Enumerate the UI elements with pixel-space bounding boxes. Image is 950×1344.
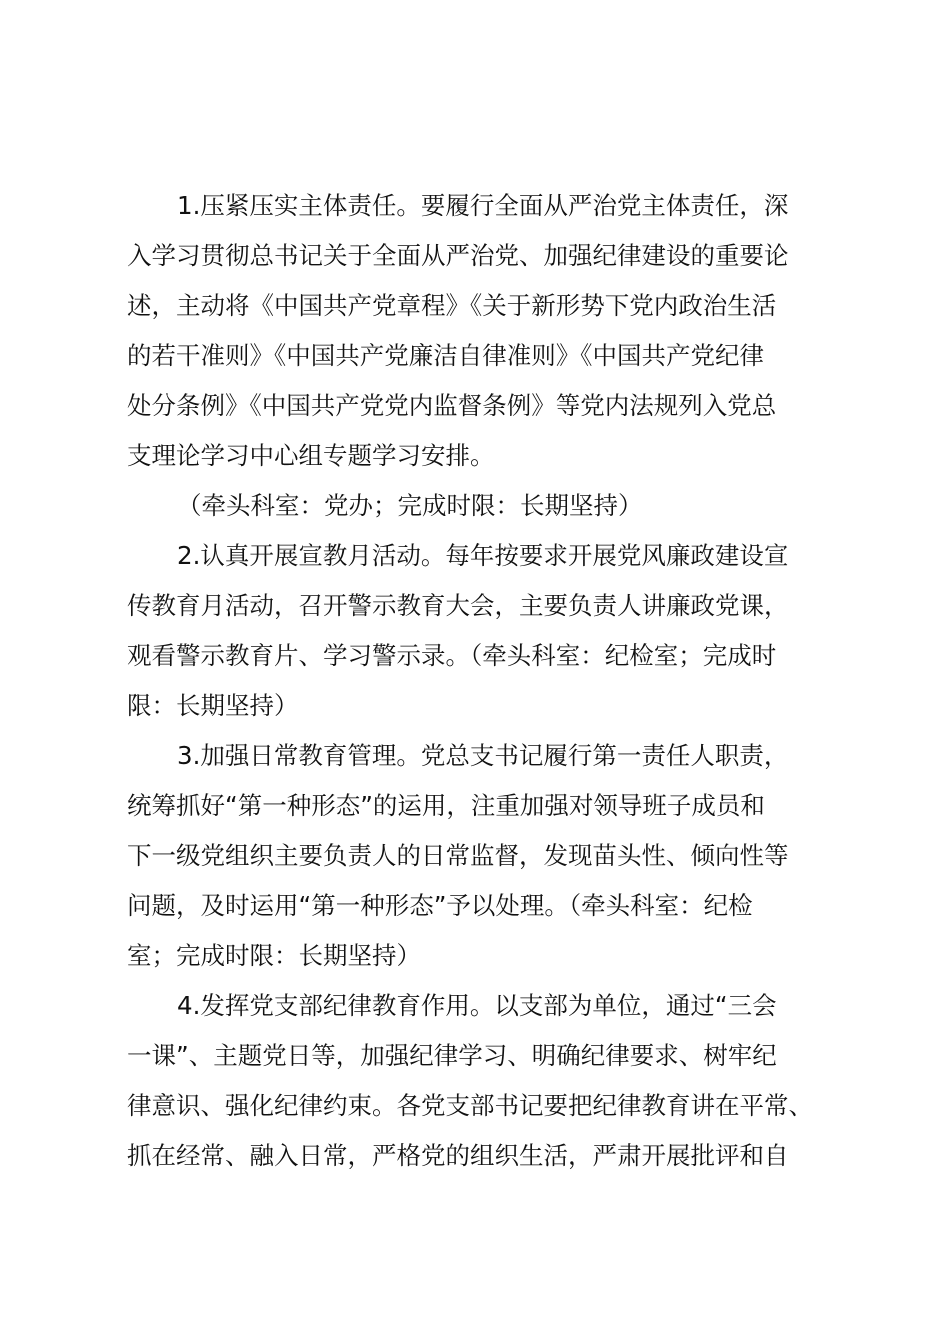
text-line: 律意识、强化纪律约束。各党支部书记要把纪律教育讲在平常、 xyxy=(127,1091,813,1120)
text-line: 限：长期坚持） xyxy=(127,691,299,720)
document-body xyxy=(127,181,837,1181)
text-line: 室；完成时限：长期坚持） xyxy=(127,941,421,970)
text-line: 统筹抓好“第一种形态”的运用，注重加强对领导班子成员和 xyxy=(127,791,765,820)
text-line: 2.认真开展宣教月活动。每年按要求开展党风廉政建设宣 xyxy=(177,541,789,570)
text-line: 1.压紧压实主体责任。要履行全面从严治党主体责任，深 xyxy=(177,191,789,220)
text-line: 的若干准则》《中国共产党廉洁自律准则》《中国共产党纪律 xyxy=(127,341,764,370)
text-line: 述，主动将《中国共产党章程》《关于新形势下党内政治生活 xyxy=(127,291,777,320)
text-line: 一课”、主题党日等，加强纪律学习、明确纪律要求、树牢纪 xyxy=(127,1041,777,1070)
text-line: 抓在经常、融入日常，严格党的组织生活，严肃开展批评和自 xyxy=(127,1141,789,1170)
paragraph-3 xyxy=(127,731,837,981)
text-line: 下一级党组织主要负责人的日常监督，发现苗头性、倾向性等 xyxy=(127,841,789,870)
text-line: 支理论学习中心组专题学习安排。 xyxy=(127,441,495,470)
paragraph-4 xyxy=(127,981,837,1181)
text-line: 处分条例》《中国共产党党内监督条例》等党内法规列入党总 xyxy=(127,391,777,420)
paragraph-1 xyxy=(127,181,837,481)
text-line: （牵头科室：党办；完成时限：长期坚持） xyxy=(177,491,643,520)
text-line: 问题，及时运用“第一种形态”予以处理。（牵头科室：纪检 xyxy=(127,891,753,920)
paragraph-2 xyxy=(127,531,837,731)
paragraph-1-responsibility xyxy=(127,481,837,531)
text-line: 4.发挥党支部纪律教育作用。以支部为单位，通过“三会 xyxy=(177,991,777,1020)
text-line: 传教育月活动，召开警示教育大会，主要负责人讲廉政党课， xyxy=(127,591,789,620)
text-line: 入学习贯彻总书记关于全面从严治党、加强纪律建设的重要论 xyxy=(127,241,789,270)
text-line: 3.加强日常教育管理。党总支书记履行第一责任人职责， xyxy=(177,741,789,770)
text-line: 观看警示教育片、学习警示录。（牵头科室：纪检室；完成时 xyxy=(127,641,777,670)
